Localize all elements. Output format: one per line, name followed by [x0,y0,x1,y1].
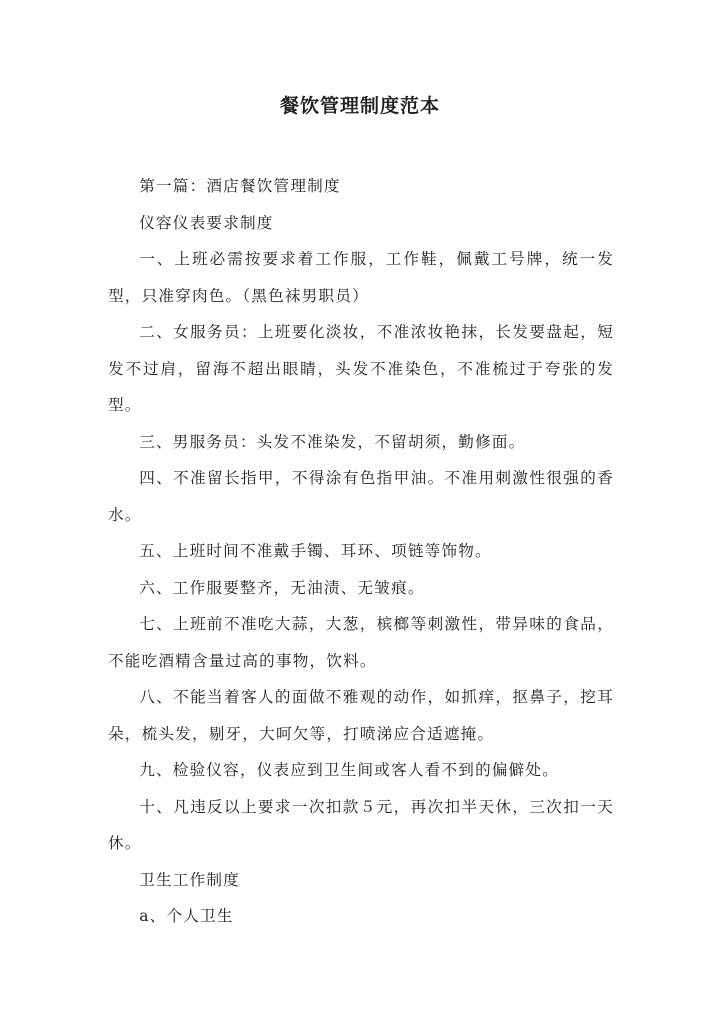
paragraph-rule-2: 二、女服务员：上班要化淡妆，不准浓妆艳抹，长发要盘起，短发不过肩，留海不超出眼睛，头发不准染色，不准梳过于夸张的发型。 [108,323,614,414]
paragraph-rule-6: 六、工作服要整齐，无油渍、无皱痕。 [139,578,425,597]
document-title: 餐饮管理制度范本 [279,95,440,117]
paragraph-rule-8: 八、不能当着客人的面做不雅观的动作，如抓痒，抠鼻子，挖耳朵，梳头发，剔牙，大呵欠等，打喷涕应合适遮掩。 [108,688,614,743]
paragraph-rule-7: 七、上班前不准吃大蒜，大葱，槟榔等刺激性，带异味的食品，不能吃酒精含量过高的事物，饮料。 [108,615,614,670]
paragraph-section-heading: 仪容仪表要求制度 [139,213,274,232]
paragraph-chapter-heading: 第一篇：酒店餐饮管理制度 [139,177,341,195]
document-body [108,168,614,935]
paragraph-rule-1: 一、上班必需按要求着工作服，工作鞋，佩戴工号牌，统一发型，只准穿肉色。（黑色袜男职员） [108,250,614,305]
paragraph-rule-10: 十、凡违反以上要求一次扣款５元，再次扣半天休，三次扣一天休。 [108,797,614,852]
paragraph-rule-4: 四、不准留长指甲，不得涂有色指甲油。不准用刺激性很强的香水。 [108,469,614,524]
paragraph-section-heading-hygiene: 卫生工作制度 [139,870,240,889]
paragraph-subsection-personal-hygiene: a、个人卫生 [139,907,234,925]
paragraph-rule-5: 五、上班时间不准戴手镯、耳环、项链等饰物。 [139,542,492,560]
paragraph-rule-9: 九、检验仪容，仪表应到卫生间或客人看不到的偏僻处。 [139,761,560,779]
paragraph-rule-3: 三、男服务员：头发不准染发，不留胡须，勤修面。 [139,432,526,451]
